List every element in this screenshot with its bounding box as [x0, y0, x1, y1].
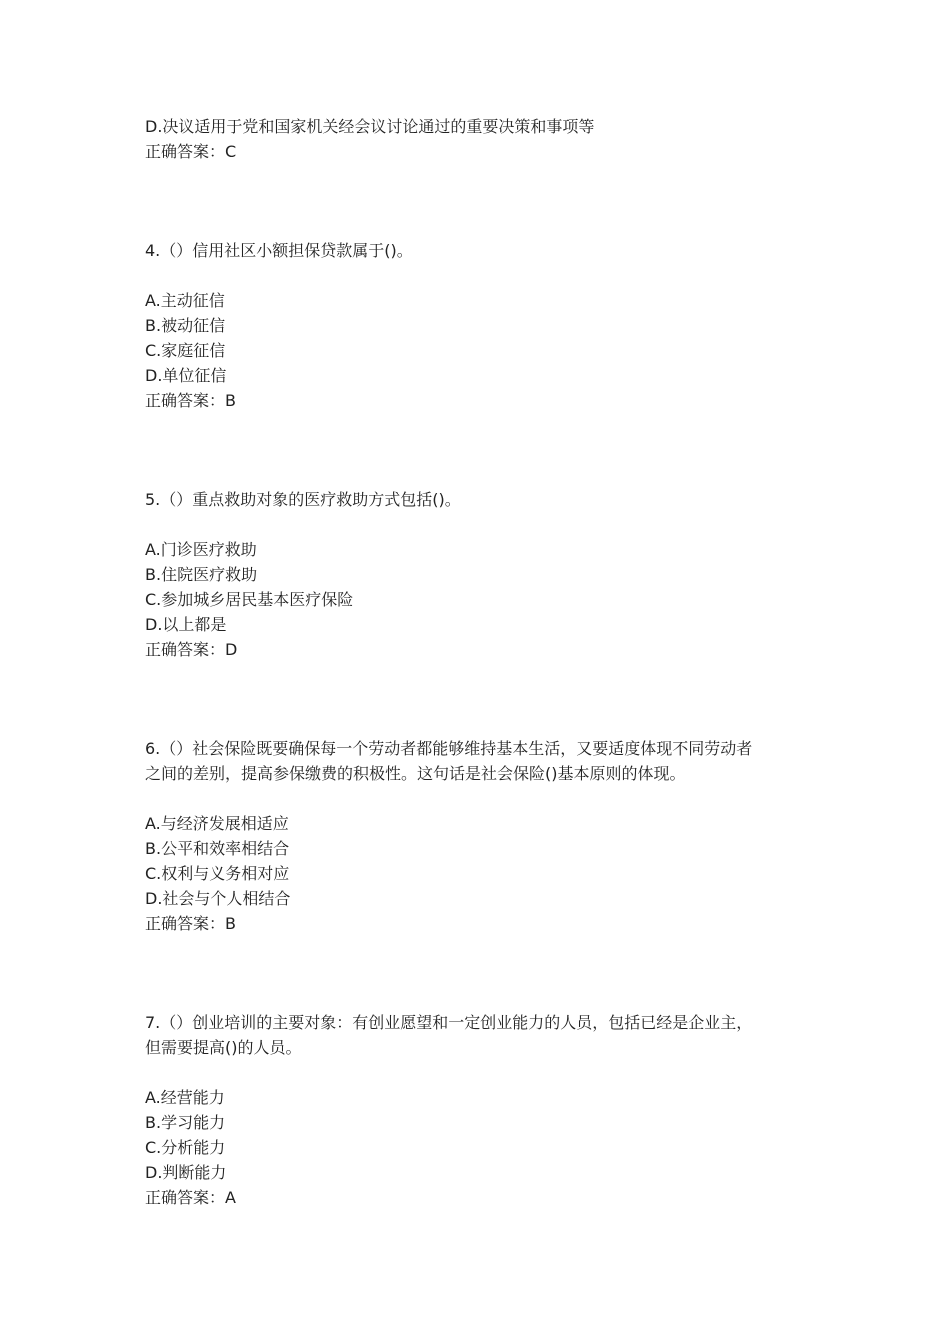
option-d: D.判断能力	[145, 1163, 227, 1182]
option-a: A.门诊医疗救助	[145, 540, 257, 559]
question-6	[145, 736, 825, 936]
previous-option-d: D.决议适用于党和国家机关经会议讨论通过的重要决策和事项等	[145, 117, 595, 136]
option-d: D.单位征信	[145, 366, 227, 385]
option-c: C.家庭征信	[145, 341, 226, 360]
question-stem-line-1: 6.（）社会保险既要确保每一个劳动者都能够维持基本生活，又要适度体现不同劳动者	[145, 739, 753, 758]
question-stem: 5.（）重点救助对象的医疗救助方式包括()。	[145, 490, 461, 509]
correct-answer: 正确答案：B	[145, 914, 236, 933]
correct-answer: 正确答案：B	[145, 391, 236, 410]
option-b: B.公平和效率相结合	[145, 839, 290, 858]
option-d: D.以上都是	[145, 615, 227, 634]
option-a: A.经营能力	[145, 1088, 225, 1107]
previous-answer: 正确答案：C	[145, 142, 237, 161]
document-page	[145, 114, 825, 1210]
question-5	[145, 487, 825, 662]
option-c: C.权利与义务相对应	[145, 864, 290, 883]
question-stem: 4.（）信用社区小额担保贷款属于()。	[145, 241, 413, 260]
correct-answer: 正确答案：D	[145, 640, 238, 659]
option-b: B.学习能力	[145, 1113, 226, 1132]
option-a: A.与经济发展相适应	[145, 814, 289, 833]
correct-answer: 正确答案：A	[145, 1188, 236, 1207]
question-4	[145, 238, 825, 413]
option-b: B.被动征信	[145, 316, 226, 335]
question-stem-line-1: 7.（）创业培训的主要对象：有创业愿望和一定创业能力的人员，包括已经是企业主，	[145, 1013, 753, 1032]
option-b: B.住院医疗救助	[145, 565, 258, 584]
option-d: D.社会与个人相结合	[145, 889, 291, 908]
question-7	[145, 1010, 825, 1210]
question-stem-line-2: 之间的差别，提高参保缴费的积极性。这句话是社会保险()基本原则的体现。	[145, 764, 686, 783]
option-c: C.分析能力	[145, 1138, 226, 1157]
option-c: C.参加城乡居民基本医疗保险	[145, 590, 354, 609]
option-a: A.主动征信	[145, 291, 225, 310]
question-stem-line-2: 但需要提高()的人员。	[145, 1038, 302, 1057]
